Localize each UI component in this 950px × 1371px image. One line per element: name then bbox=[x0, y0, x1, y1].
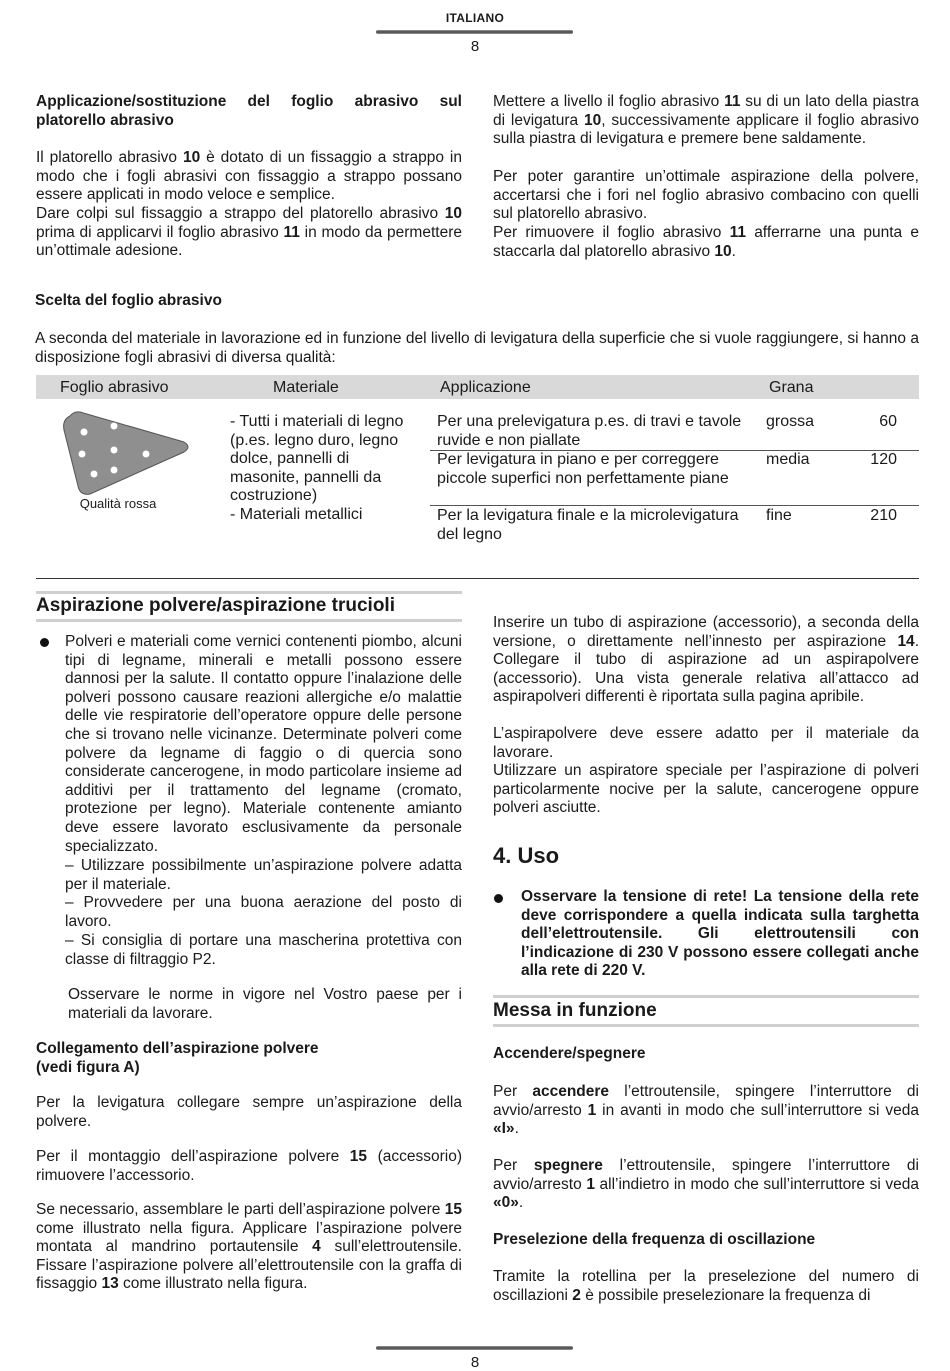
section1-left-p2: Dare colpi sul fissaggio a strappo del platorello abrasivo 10 prima di applicarvi il foglio abrasivo 11 in modo da permettere un’ottimale adesione. bbox=[36, 205, 462, 260]
table-row-divider-2 bbox=[430, 505, 919, 506]
table-header-grana: Grana bbox=[769, 379, 814, 396]
health-warning-dash-1: – Utilizzare possibilmente un’aspirazione polvere adatta per il materiale. bbox=[65, 857, 462, 893]
switch-on-text: Per accendere l’ettroutensile, spingere l’interruttore di avvio/arresto 1 in avanti in modo che sull’interruttore si veda «I». bbox=[493, 1083, 919, 1138]
table-row-2-grain: media bbox=[766, 451, 810, 468]
language-header: ITALIANO bbox=[445, 11, 505, 25]
health-warning-dash-3: – Si consiglia di portare una mascherina protettiva con classe di filtraggio P2. bbox=[65, 932, 462, 968]
dust-hose-text: Inserire un tubo di aspirazione (accessorio), a seconda della versione, o direttamente nell’innesto per aspirazione 14. Collegare il tubo di aspirazione ad un aspirapolvere (accessorio). Una vista generale relativa all’attacco ad aspirapolveri differenti è riportata sulla pagina apribile. bbox=[493, 614, 919, 706]
footer-rule bbox=[376, 1346, 573, 1350]
switch-off-text: Per spegnere l’ettroutensile, spingere l’interruttore di avvio/arresto 1 all’indietro in modo che sull’interruttore si veda «0». bbox=[493, 1157, 919, 1212]
table-row-1-application: Per una prelevigatura p.es. di travi e tavole ruvide e non piallate bbox=[437, 413, 742, 449]
section3-title: Aspirazione polvere/aspirazione trucioli bbox=[36, 595, 395, 616]
warning-bullet-icon bbox=[494, 894, 503, 903]
health-warning-dash-2: – Provvedere per una buona aerazione del posto di lavoro. bbox=[65, 894, 462, 930]
table-row-1-value: 60 bbox=[879, 413, 897, 430]
section3-bar-bottom bbox=[36, 619, 462, 622]
table-material-text: - Tutti i materiali di legno (p.es. legno duro, legno dolce, pannelli di masonite, pannelli da costruzione) - Materiali metallici bbox=[230, 413, 404, 523]
onoff-title: Accendere/spegnere bbox=[493, 1045, 646, 1062]
table-row-2-value: 120 bbox=[870, 451, 897, 468]
dust-extraction-p2: Per il montaggio dell’aspirazione polvere 15 (accessorio) rimuovere l’accessorio. bbox=[36, 1148, 463, 1184]
operation-title: Messa in funzione bbox=[493, 1000, 657, 1021]
abrasive-table-header bbox=[36, 375, 919, 399]
frequency-title: Preselezione della frequenza di oscillazione bbox=[493, 1231, 816, 1248]
table-row-3-grain: fine bbox=[766, 507, 792, 524]
section1-right-p2: Per poter garantire un’ottimale aspirazione della polvere, accertarsi che i fori nel foglio abrasivo combacino con quelli sul platorello abrasivo. bbox=[493, 168, 919, 223]
table-header-applicazione: Applicazione bbox=[440, 379, 531, 396]
special-vacuum-text: Utilizzare un aspiratore speciale per l’aspirazione di polveri particolarmente nocive per la salute, cancerogene oppure polveri asciutte. bbox=[493, 762, 919, 817]
section2-intro: A seconda del materiale in lavorazione ed in funzione del livello di levigatura della superficie che si vuole raggiungere, si hanno a disposizione fogli abrasivi di diversa qualità: bbox=[35, 330, 919, 366]
section1-right-p3: Per rimuovere il foglio abrasivo 11 afferrarne una punta e staccarla dal platorello abrasivo 10. bbox=[493, 224, 919, 260]
section-divider bbox=[36, 578, 919, 579]
dust-extraction-p3: Se necessario, assemblare le parti dell’aspirazione polvere 15 come illustrato nella figura. Applicare l’aspirazione polvere montata al mandrino portautensile 4 sull’elettroutensile. Fissare l’aspirazione polvere all’elettroutensile con la graffa di fissaggio 13 come illustrato nella figura. bbox=[36, 1201, 462, 1293]
operation-bar-top bbox=[493, 995, 919, 998]
section1-right-p1: Mettere a livello il foglio abrasivo 11 su di un lato della piastra di levigatura 10, successivamente applicare il foglio abrasivo sulla piastra di levigatura e premere bene saldamente. bbox=[493, 93, 919, 148]
header-rule bbox=[376, 30, 573, 34]
section4-title: 4. Uso bbox=[493, 843, 560, 868]
triangular-sanding-sheet-icon bbox=[58, 406, 194, 498]
voltage-warning: Osservare la tensione di rete! La tensione della rete deve corrispondere a quella indicata sulla targhetta dell’elettroutensile. Gli elettroutensili con l’indicazione di 230 V possono essere collegati anche alla rete di 220 V. bbox=[521, 888, 919, 980]
table-row-3-application: Per la levigatura finale e la microlevigatura del legno bbox=[437, 507, 739, 543]
table-row-2-application: Per levigatura in piano e per correggere piccole superfici non perfettamente piane bbox=[437, 451, 729, 487]
page-number-bottom: 8 bbox=[470, 1354, 480, 1371]
health-warning-text: Polveri e materiali come vernici contenenti piombo, alcuni tipi di legname, minerali e metalli possono essere dannosi per la salute. Il contatto oppure l’inalazione delle polveri possono causare reazioni allergiche e/o malattie delle vie respiratorie dell’operatore oppure delle persone che si trovano nelle vicinanze. Determinate polveri come polvere da legname di faggio o di quercia sono considerate cancerogene, in modo particolare insieme ad additivi per il trattamento del legname (cromato, protezione per legno). Materiale contenente amianto deve essere lavorato esclusivamente da personale specializzato. bbox=[65, 633, 462, 855]
sheet-caption: Qualità rossa bbox=[79, 496, 157, 511]
table-header-foglio: Foglio abrasivo bbox=[60, 379, 169, 396]
operation-bar-bottom bbox=[493, 1024, 919, 1027]
table-header-materiale: Materiale bbox=[273, 379, 339, 396]
table-row-1-grain: grossa bbox=[766, 413, 815, 430]
section2-title: Scelta del foglio abrasivo bbox=[35, 292, 222, 309]
section1-left-p1: Il platorello abrasivo 10 è dotato di un fissaggio a strappo in modo che i fogli abrasivi con fissaggio a strappo possano essere applicati in modo veloce e semplice. bbox=[36, 149, 462, 204]
dust-extraction-p1: Per la levigatura collegare sempre un’aspirazione della polvere. bbox=[36, 1094, 462, 1130]
dust-extraction-title: Collegamento dell’aspirazione polvere (vedi figura A) bbox=[36, 1040, 319, 1076]
vacuum-suitability-text: L’aspirapolvere deve essere adatto per il materiale da lavorare. bbox=[493, 725, 919, 761]
health-warning-note: Osservare le norme in vigore nel Vostro paese per i materiali da lavorare. bbox=[68, 986, 462, 1022]
bullet-icon bbox=[40, 638, 49, 647]
frequency-text: Tramite la rotellina per la preselezione del numero di oscillazioni 2 è possibile preselezionare la frequenza di bbox=[493, 1268, 919, 1304]
page-number-top: 8 bbox=[470, 38, 480, 55]
table-row-3-value: 210 bbox=[870, 507, 897, 524]
section1-title: Applicazione/sostituzione del foglio abrasivo sul platorello abrasivo bbox=[36, 93, 462, 129]
section3-bar-top bbox=[36, 591, 462, 594]
